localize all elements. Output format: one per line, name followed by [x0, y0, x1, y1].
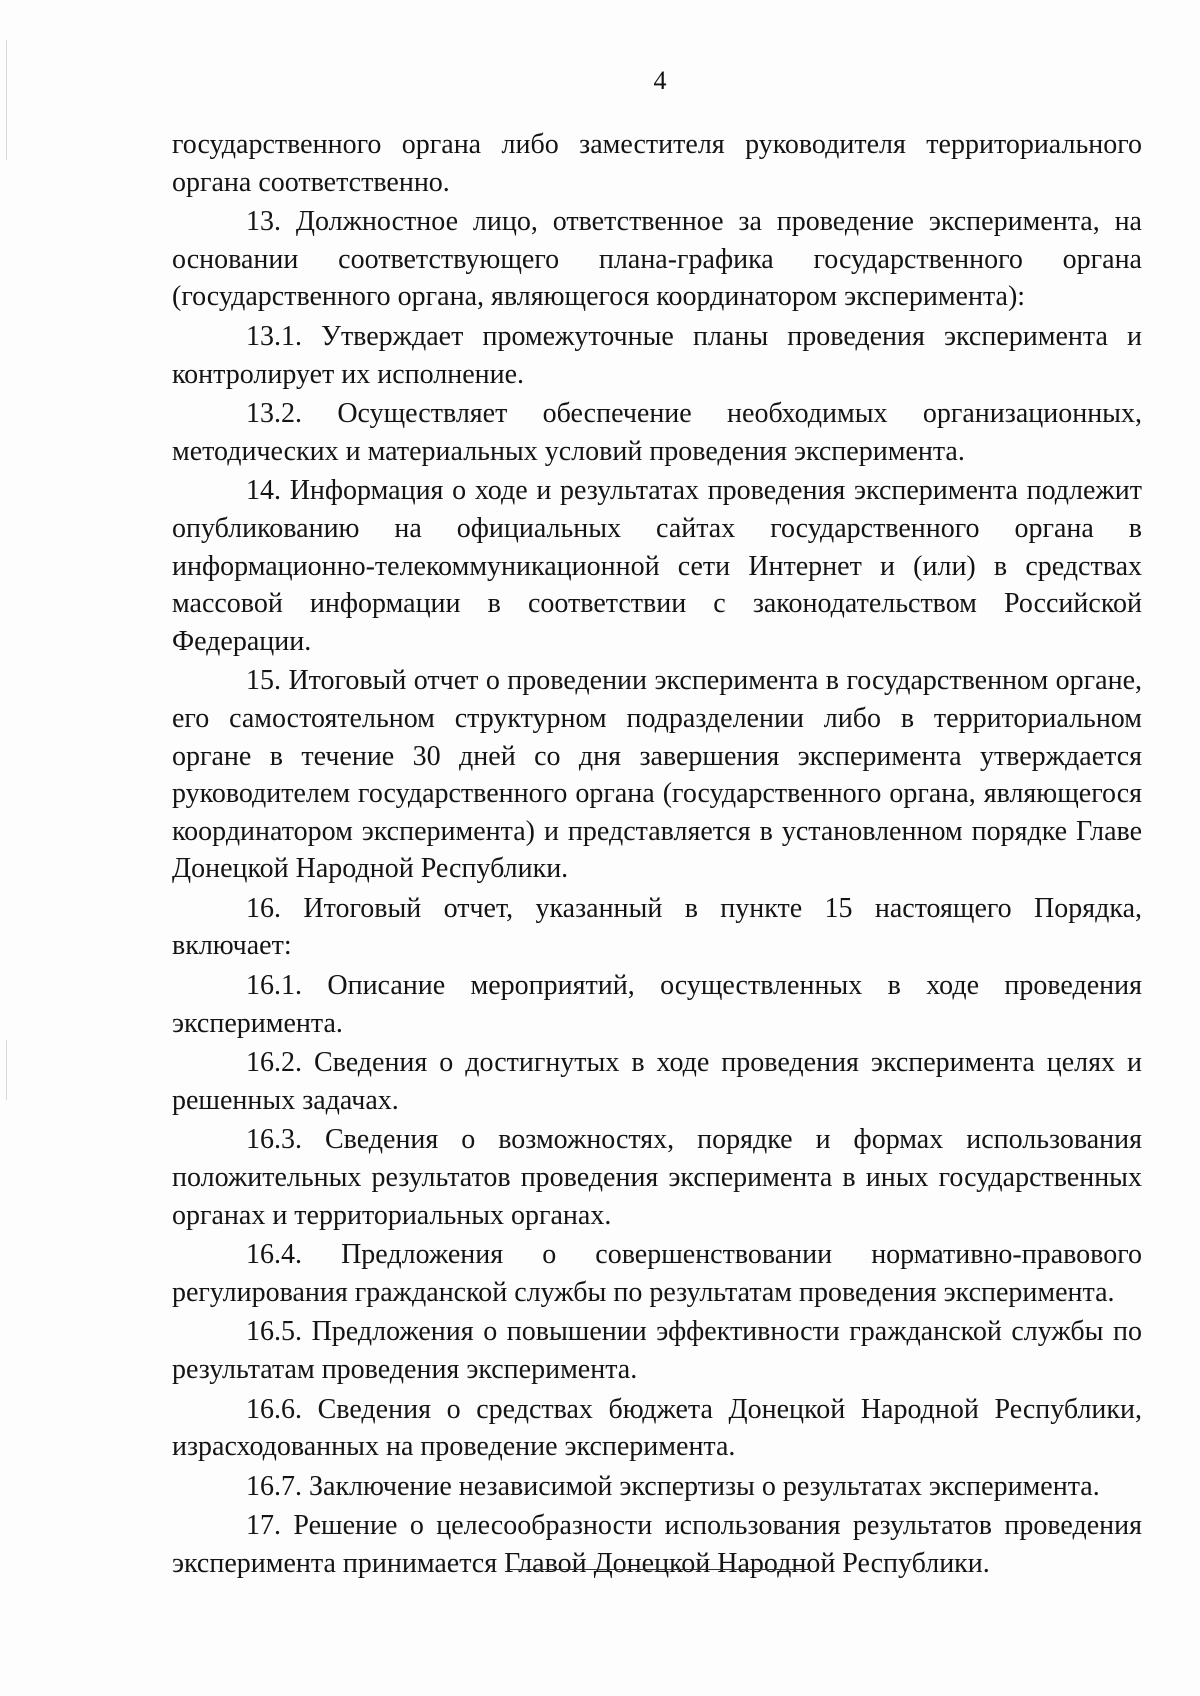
paragraph-16-6: 16.6. Сведения о средствах бюджета Донецкой Народной Республики, израсходованных на проведение эксперимента. — [172, 1393, 1142, 1463]
paragraph-16-1: 16.1. Описание мероприятий, осуществленных в ходе проведения эксперимента. — [172, 970, 1142, 1039]
paragraph-17: 17. Решение о целесообразности использования результатов проведения эксперимента принимается Главой Донецкой Народной Республики. — [172, 1510, 1142, 1579]
paragraph-16: 16. Итоговый отчет, указанный в пункте 15 настоящего Порядка, включает: — [172, 892, 1142, 962]
closing-divider-line — [508, 1569, 808, 1570]
paragraph-13-2: 13.2. Осуществляет обеспечение необходимых организационных, методических и материальных условий проведения эксперимента. — [172, 398, 1142, 467]
scan-margin-line — [6, 1040, 7, 1100]
paragraph-14: 14. Информация о ходе и результатах проведения эксперимента подлежит опубликованию на официальных сайтах государственного органа в информационно-телекоммуникационной сети Интернет и (или) в средствах массовой информации в соответствии с законодательством Российской Федерации. — [172, 475, 1142, 657]
paragraph-13: 13. Должностное лицо, ответственное за проведение эксперимента, на основании соответствующего плана-графика государственного органа (государственного органа, являющегося координатором эксперимента): — [172, 206, 1142, 313]
scan-margin-line — [6, 40, 7, 160]
paragraph-continuation: государственного органа либо заместителя руководителя территориального органа соответственно. — [172, 129, 1142, 198]
paragraph-15: 15. Итоговый отчет о проведении эксперимента в государственном органе, его самостоятельном структурном подразделении либо в территориальном органе в течение 30 дней со дня завершения эксперимента утверждается руководителем государственного органа (государственного органа, являющегося координатором эксперимента) и представляется в установленном порядке Главе Донецкой Народной Республики. — [172, 665, 1142, 885]
paragraph-16-5: 16.5. Предложения о повышении эффективности гражданской службы по результатам проведения эксперимента. — [172, 1316, 1142, 1385]
document-body — [172, 126, 1142, 1585]
page-number: 4 — [653, 66, 667, 95]
paragraph-16-7: 16.7. Заключение независимой экспертизы о результатах эксперимента. — [246, 1470, 1100, 1502]
paragraph-13-1: 13.1. Утверждает промежуточные планы проведения эксперимента и контролирует их исполнение. — [172, 320, 1142, 390]
paragraph-16-3: 16.3. Сведения о возможностях, порядке и формах использования положительных результатов проведения эксперимента в иных государственных органах и территориальных органах. — [172, 1124, 1142, 1231]
paragraph-16-2: 16.2. Сведения о достигнутых в ходе проведения эксперимента целях и решенных задачах. — [172, 1047, 1142, 1116]
paragraph-16-4: 16.4. Предложения о совершенствовании нормативно-правового регулирования гражданской службы по результатам проведения эксперимента. — [172, 1239, 1142, 1308]
